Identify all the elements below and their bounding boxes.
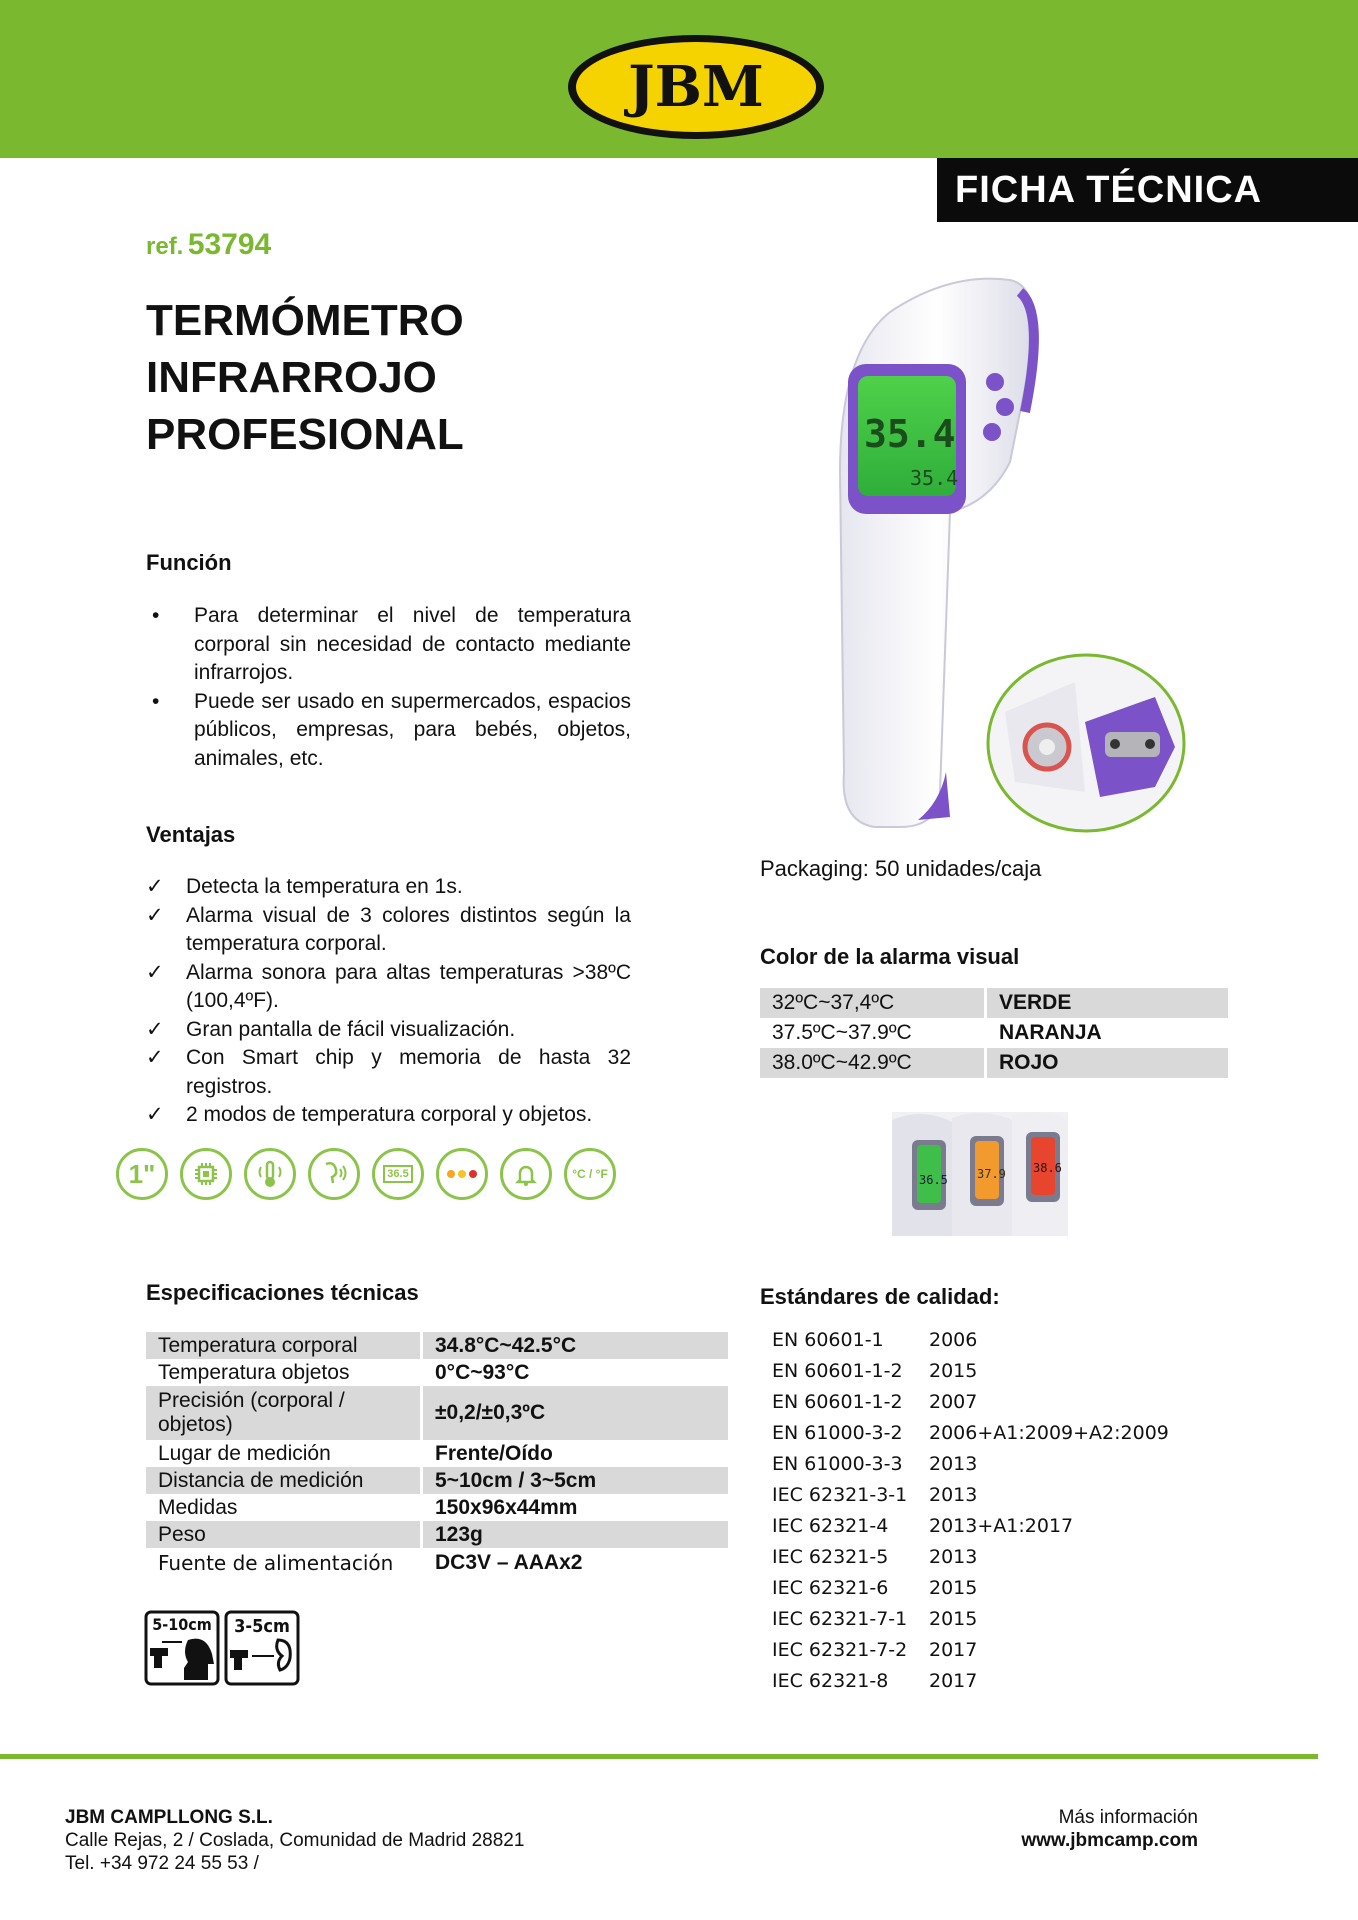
- list-item: EN 61000-3-2 2006+A1:2009+A2:2009: [772, 1422, 1169, 1444]
- table-row: [760, 1048, 1228, 1078]
- list-item: EN 60601-1-2 2007: [772, 1391, 978, 1413]
- spec-key: Temperatura corporal: [146, 1332, 422, 1359]
- svg-text:3-5cm: 3-5cm: [234, 1616, 290, 1637]
- svg-text:5-10cm: 5-10cm: [152, 1615, 212, 1634]
- spec-key: Precisión (corporal / objetos): [146, 1386, 422, 1440]
- packaging-text: Packaging: 50 unidades/caja: [760, 856, 1042, 881]
- alarma-heading: Color de la alarma visual: [760, 944, 1020, 969]
- spec-key: Distancia de medición: [146, 1467, 422, 1494]
- svg-text:JBM: JBM: [628, 54, 764, 120]
- ref-prefix: ref.: [146, 233, 184, 260]
- bullet-icon: •: [152, 689, 160, 713]
- estandares-heading: Estándares de calidad:: [760, 1284, 1000, 1309]
- list-item: IEC 62321-6 2015: [772, 1577, 978, 1599]
- list-item: EN 60601-1-2 2015: [772, 1360, 978, 1382]
- more-info-label: Más información: [1058, 1807, 1198, 1828]
- spec-value: 150x96x44mm: [435, 1495, 578, 1519]
- color-cell: VERDE: [986, 988, 1229, 1018]
- spec-key: Temperatura objetos: [146, 1359, 422, 1386]
- spec-value: 5~10cm / 3~5cm: [422, 1467, 729, 1494]
- list-item: ✓ Detecta la temperatura en 1s.: [146, 873, 631, 902]
- table-row: [146, 1548, 728, 1578]
- table-row: [146, 1440, 728, 1467]
- list-item: IEC 62321-3-1 2013: [772, 1484, 978, 1506]
- check-icon: ✓: [146, 960, 164, 984]
- thermometer-icon: [244, 1148, 296, 1200]
- table-row: [146, 1359, 728, 1386]
- one-second-icon: 1": [116, 1148, 168, 1200]
- spec-value: Frente/Oído: [435, 1441, 553, 1465]
- ficha-tecnica-banner: FICHA TÉCNICA: [937, 158, 1358, 222]
- title-line: INFRARROJO: [146, 353, 437, 402]
- company-address: Calle Rejas, 2 / Coslada, Comunidad de Madrid 28821: [65, 1830, 525, 1851]
- list-item: IEC 62321-7-2 2017: [772, 1639, 978, 1661]
- spec-value: DC3V – AAAx2: [435, 1551, 583, 1574]
- svg-text:36.5: 36.5: [919, 1173, 948, 1187]
- company-phone: Tel. +34 972 24 55 53 /: [65, 1853, 259, 1874]
- sound-alarm-icon: [308, 1148, 360, 1200]
- forehead-distance-icon: [144, 1610, 220, 1686]
- table-row: [146, 1386, 728, 1440]
- list-item: ✓ 2 modos de temperatura corporal y objetos.: [146, 1101, 631, 1130]
- ear-distance-icon: [224, 1610, 300, 1686]
- ventajas-list: [146, 873, 631, 1130]
- jbm-logo: [565, 32, 827, 142]
- check-icon: ✓: [146, 1103, 164, 1126]
- list-item: IEC 62321-5 2013: [772, 1546, 978, 1568]
- table-row: [146, 1521, 728, 1548]
- list-item: IEC 62321-7-1 2015: [772, 1608, 978, 1630]
- funcion-list: [146, 602, 631, 773]
- range-cell: 32ºC~37,4ºC: [760, 988, 986, 1018]
- list-item: • Puede ser usado en supermercados, espacios públicos, empresas, para bebés, objetos, animales, etc.: [152, 689, 631, 770]
- three-color-icon: [436, 1148, 488, 1200]
- table-row: [760, 1018, 1228, 1048]
- title-line: PROFESIONAL: [146, 410, 464, 459]
- range-cell: 38.0ºC~42.9ºC: [760, 1048, 986, 1078]
- spec-value: 34.8°C~42.5°C: [422, 1332, 729, 1359]
- list-item: ✓ Alarma sonora para altas temperaturas >38ºC (100,4ºF).: [146, 960, 631, 1012]
- ref-number: 53794: [187, 228, 272, 261]
- range-cell: 37.5ºC~37.9ºC: [760, 1018, 986, 1048]
- alarm-color-table: [760, 988, 1228, 1078]
- website-link[interactable]: www.jbmcamp.com: [1021, 1830, 1198, 1851]
- funcion-heading: Función: [146, 550, 232, 575]
- footer-company-info: [65, 1806, 524, 1875]
- ventajas-heading: Ventajas: [146, 822, 236, 847]
- svg-text:37.9: 37.9: [977, 1167, 1006, 1181]
- feature-icons-row: [116, 1148, 626, 1204]
- footer-divider: [0, 1754, 1318, 1759]
- bullet-icon: •: [152, 604, 160, 627]
- svg-text:35.4: 35.4: [864, 412, 956, 456]
- list-item: ✓ Alarma visual de 3 colores distintos según la temperatura corporal.: [146, 903, 631, 955]
- svg-text:35.4: 35.4: [910, 466, 959, 490]
- product-title: [146, 292, 464, 463]
- color-cell: ROJO: [986, 1048, 1229, 1078]
- list-item: EN 60601-1 2006: [772, 1329, 978, 1351]
- spec-value: 0°C~93°C: [435, 1360, 530, 1384]
- company-name: JBM CAMPLLONG S.L.: [65, 1807, 273, 1828]
- smart-chip-icon: [180, 1148, 232, 1200]
- list-item: • Para determinar el nivel de temperatura corporal sin necesidad de contacto mediante infrarrojos.: [152, 604, 631, 684]
- check-icon: ✓: [146, 875, 164, 898]
- check-icon: ✓: [146, 1017, 164, 1041]
- title-line: TERMÓMETRO: [146, 296, 464, 345]
- color-cell: NARANJA: [999, 1021, 1102, 1044]
- spec-table: [146, 1332, 728, 1578]
- list-item: EN 61000-3-3 2013: [772, 1453, 978, 1475]
- spec-value: ±0,2/±0,3ºC: [422, 1386, 729, 1440]
- table-row: [146, 1494, 728, 1521]
- table-row: [146, 1467, 728, 1494]
- display-icon: 36.5: [372, 1148, 424, 1200]
- celsius-fahrenheit-icon: °C / °F: [564, 1148, 616, 1200]
- footer-more-info: [1021, 1806, 1198, 1852]
- table-row: [146, 1332, 728, 1359]
- battery-detail-image: [985, 652, 1187, 834]
- list-item: IEC 62321-8 2017: [772, 1670, 978, 1692]
- especificaciones-heading: Especificaciones técnicas: [146, 1280, 419, 1305]
- list-item: ✓ Gran pantalla de fácil visualización.: [146, 1016, 631, 1045]
- check-icon: ✓: [146, 1046, 164, 1069]
- spec-value: 123g: [422, 1521, 729, 1548]
- spec-key: Fuente de alimentación: [146, 1548, 422, 1578]
- list-item: IEC 62321-4 2013+A1:2017: [772, 1515, 1074, 1537]
- spec-key: Peso: [146, 1521, 422, 1548]
- standards-list: [772, 1325, 1169, 1697]
- three-color-thermometers-image: [892, 1112, 1068, 1236]
- check-icon: ✓: [146, 903, 164, 927]
- table-row: [760, 988, 1228, 1018]
- bell-icon: [500, 1148, 552, 1200]
- svg-text:38.6: 38.6: [1033, 1161, 1062, 1175]
- spec-key: Lugar de medición: [146, 1440, 422, 1467]
- list-item: ✓ Con Smart chip y memoria de hasta 32 registros.: [146, 1046, 631, 1098]
- reference: [146, 228, 271, 262]
- spec-key: Medidas: [146, 1494, 422, 1521]
